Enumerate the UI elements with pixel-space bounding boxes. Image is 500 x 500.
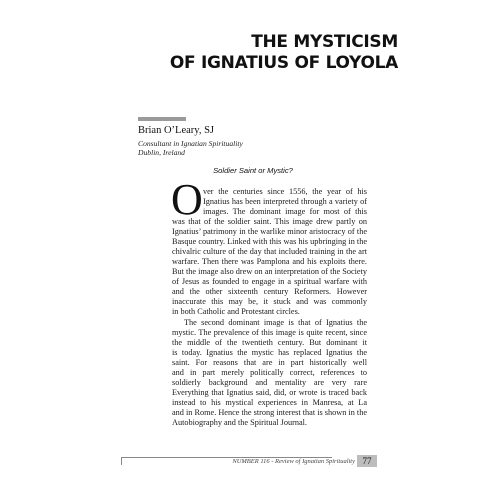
paragraph-1-line: Ignatius has been interpreted through a variety of [203, 197, 367, 206]
paragraph-2-line: and in part merely politically correct, references to [172, 368, 367, 377]
paragraph-1-line: Ignatius’ patrimony in the warlike minor aristocracy of the [172, 227, 367, 236]
paragraph-2-line: mystic. The prevalence of this image is quite recent, since [172, 328, 367, 337]
paragraph-2-line: The second dominant image is that of Ignatius the [184, 318, 367, 327]
drop-cap: O [171, 175, 203, 224]
paragraph-2-line: instead to his mystical experiences in Manresa, at La [172, 398, 367, 407]
paragraph-2-line: Autobiography and the Spiritual Journal. [172, 418, 307, 427]
paragraph-2-line: is today. Ignatius the mystic has replaced Ignatius the [172, 348, 367, 357]
paragraph-1-line: Basque country. Linked with this was his upbringing in the [172, 237, 367, 246]
paragraph-1-line: But the image also drew on an interpretation of the Society [172, 267, 367, 276]
footer-bracket [121, 457, 122, 465]
paragraph-1-line: of Jesus as founded to engage in a spiritual warfare with [172, 277, 367, 286]
footer-journal-title: NUMBER 116 - Review of Ignatian Spirituality [232, 458, 355, 465]
paragraph-1-line: ver the centuries since 1556, the year of his [203, 187, 367, 196]
section-heading: Soldier Saint or Mystic? [213, 166, 293, 175]
paragraph-1-line: in both Catholic and Protestant circles. [172, 307, 300, 316]
paragraph-1-line: chivalric culture of the day that included training in the art [172, 247, 367, 256]
paragraph-1-line: was that of the soldier saint. This image drew partly on [172, 217, 367, 226]
paragraph-2-line: soldierly background and mentality are very rare [172, 378, 367, 387]
author-role: Consultant in Ignatian Spirituality [138, 139, 243, 148]
paragraph-2-line: Everything that Ignatius said, did, or wrote is traced back [172, 388, 367, 397]
article-title-line-2: OF IGNATIUS OF LOYOLA [169, 53, 398, 73]
page-number: 77 [362, 456, 372, 466]
author-divider [138, 117, 186, 121]
paragraph-1-line: inaccurate this may be, it stuck and was commonly [172, 297, 367, 306]
article-title-line-1: THE MYSTICISM [251, 32, 398, 52]
author-location: Dublin, Ireland [138, 148, 185, 157]
paragraph-1-line: warfare. Then there was Pamplona and his exploits there. [172, 257, 367, 266]
author-name: Brian O’Leary, SJ [138, 125, 215, 136]
paragraph-2-line: the middle of the twentieth century. But dominant it [172, 338, 367, 347]
paragraph-1-line: and the other sixteenth century Reformers. However [172, 287, 367, 296]
paragraph-2-line: saint. For reasons that are in part historically well [172, 358, 367, 367]
paragraph-2-line: and in Rome. Hence the strong interest that is shown in the [172, 408, 367, 417]
paragraph-1-line: images. The dominant image for most of this [203, 207, 367, 216]
